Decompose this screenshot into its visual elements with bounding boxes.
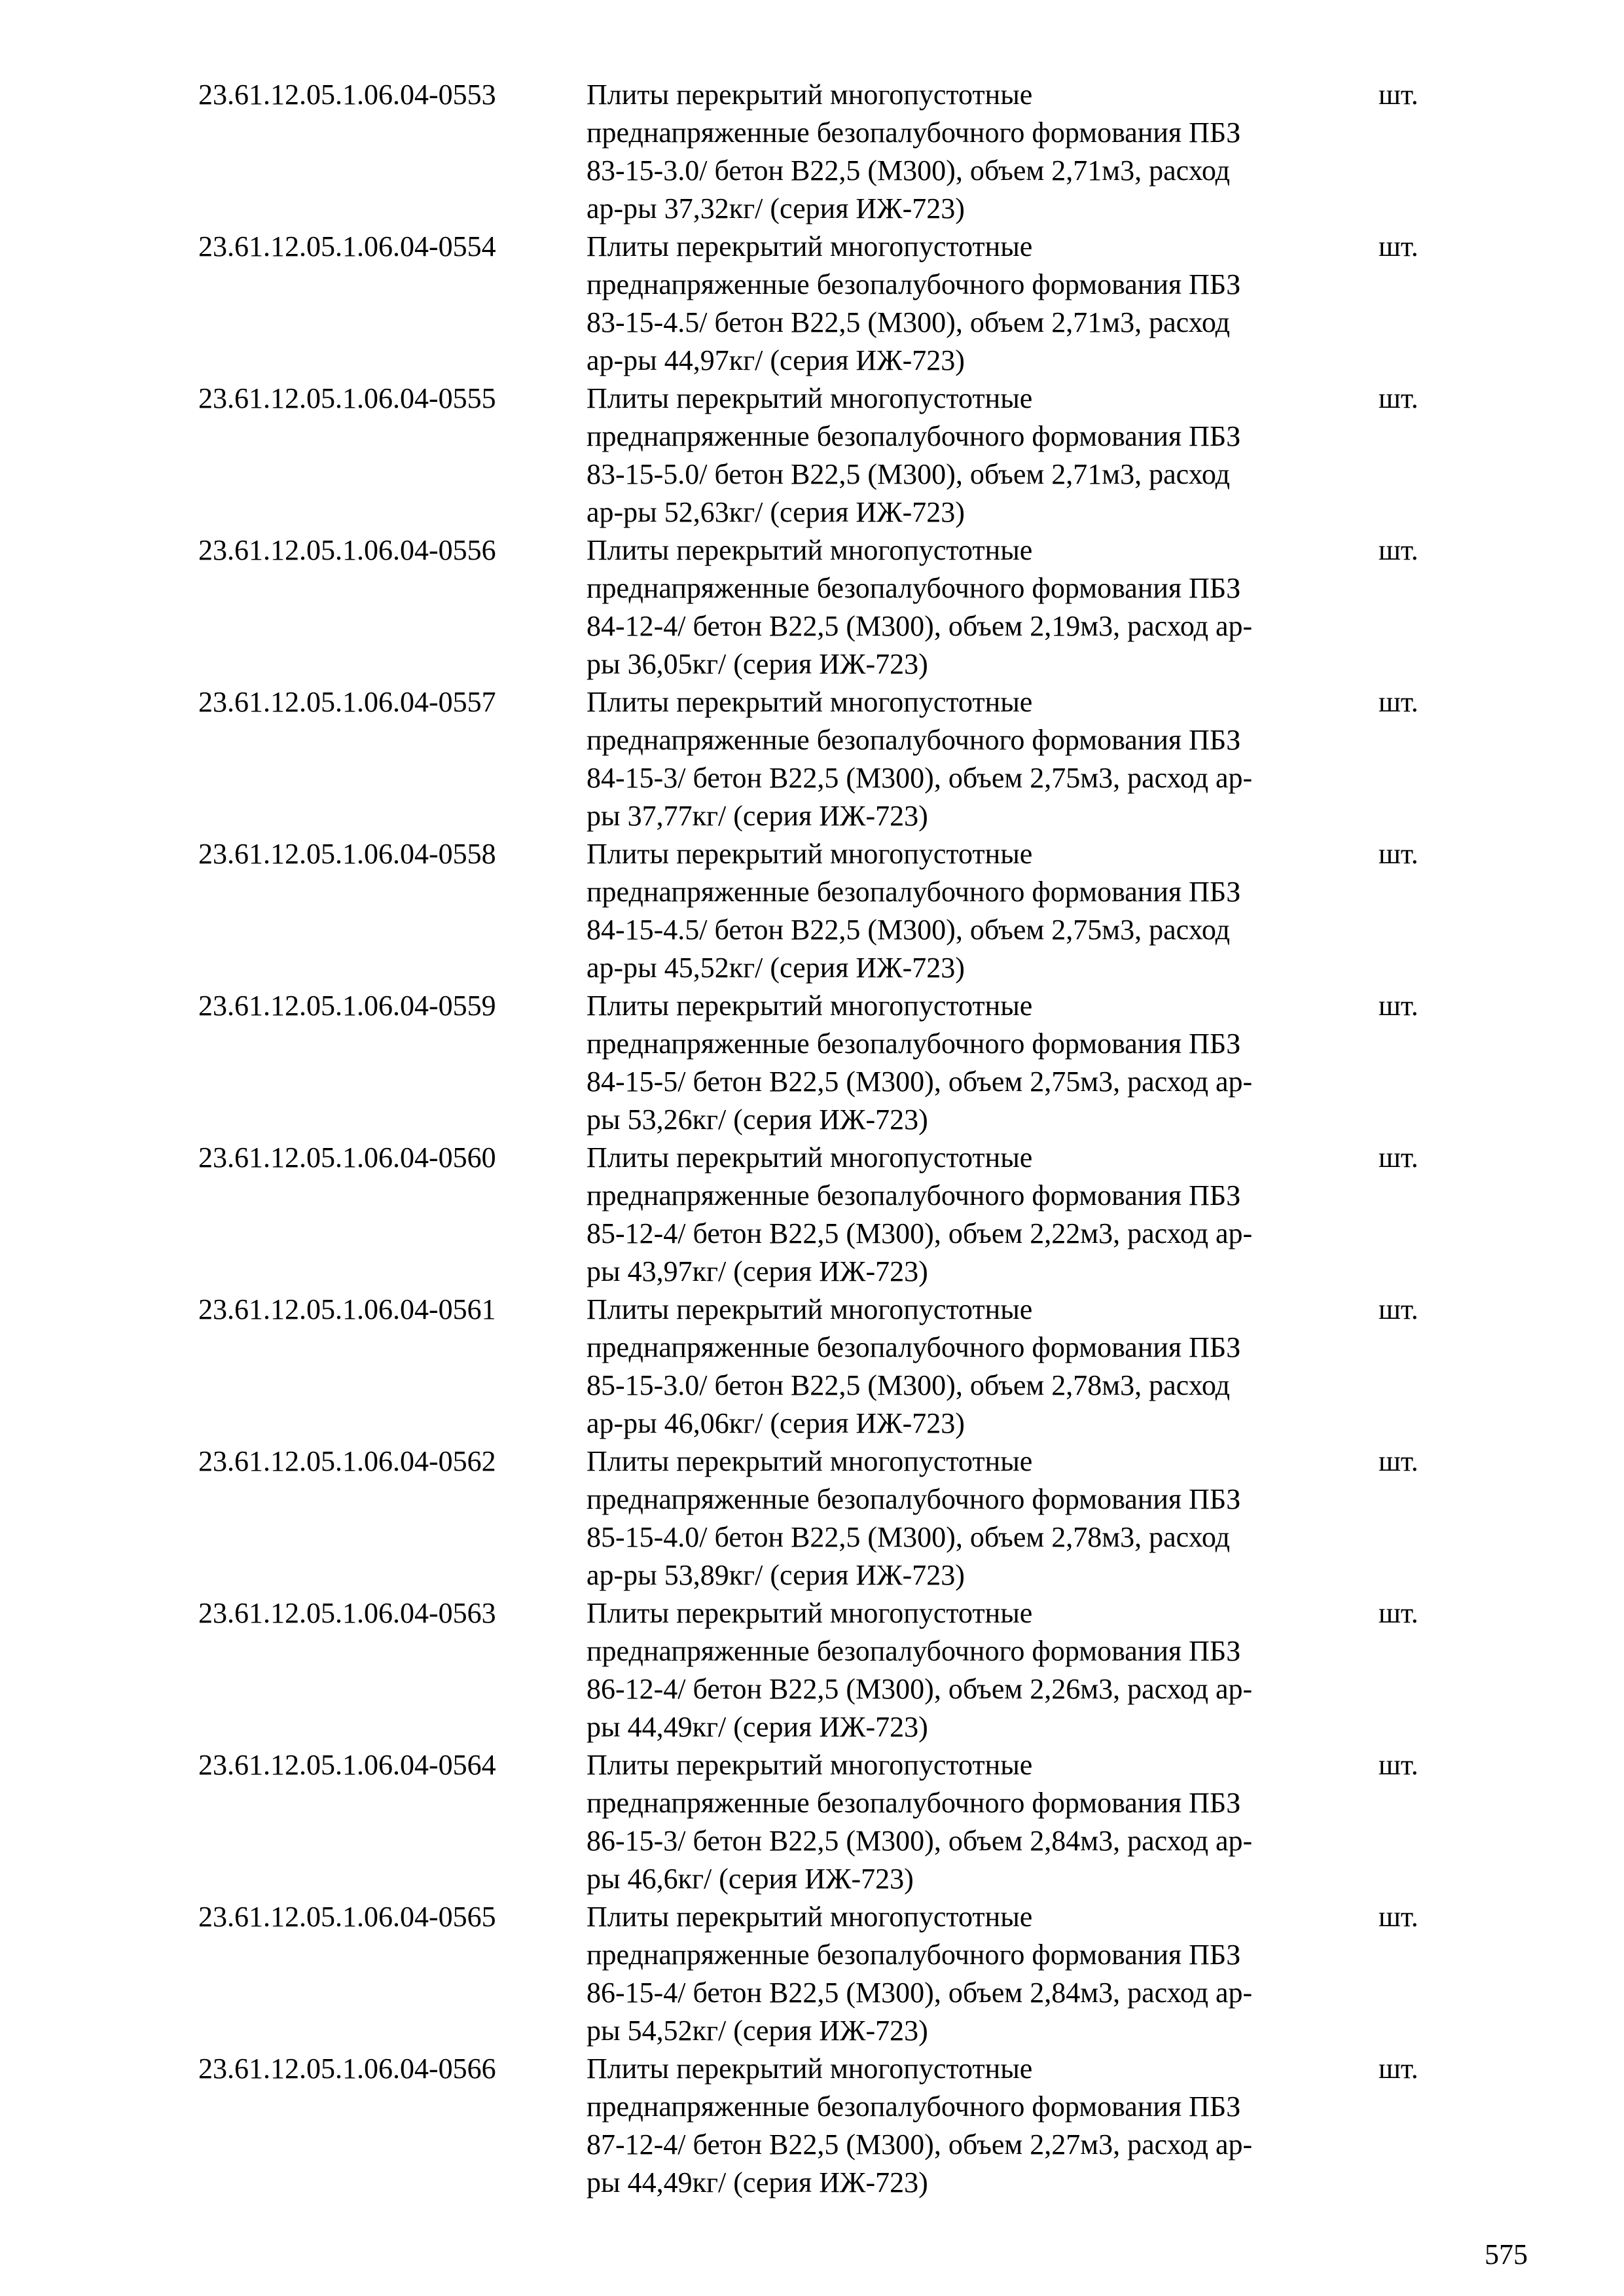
page-number: 575: [1485, 2238, 1528, 2270]
item-description-line: Плиты перекрытий многопустотные: [586, 1141, 1033, 1174]
item-description-line: преднапряженные безопалубочного формования ПБЗ: [586, 420, 1241, 452]
item-unit: шт.: [1379, 1141, 1418, 1174]
item-description-line: 85-15-4.0/ бетон В22,5 (М300), объем 2,78м3, расход: [586, 1521, 1231, 1553]
list-item: [198, 1594, 1442, 1746]
item-unit: шт.: [1379, 534, 1418, 566]
item-unit: шт.: [1379, 230, 1418, 262]
list-item: [198, 2050, 1442, 2202]
item-description: [586, 835, 1372, 987]
item-description-line: преднапряженные безопалубочного формования ПБЗ: [586, 1483, 1241, 1515]
item-description: [586, 2050, 1372, 2202]
item-description-line: 84-15-3/ бетон В22,5 (М300), объем 2,75м3, расход ар-: [586, 762, 1253, 794]
list-item: [198, 228, 1442, 380]
item-code: 23.61.12.05.1.06.04-0564: [198, 1749, 496, 1781]
item-code: 23.61.12.05.1.06.04-0559: [198, 990, 496, 1022]
item-description-line: Плиты перекрытий многопустотные: [586, 382, 1033, 414]
item-description-line: ры 44,49кг/ (серия ИЖ-723): [586, 2166, 928, 2198]
item-unit: шт.: [1379, 1901, 1418, 1933]
item-description-line: ры 36,05кг/ (серия ИЖ-723): [586, 648, 928, 680]
item-code: 23.61.12.05.1.06.04-0556: [198, 534, 496, 566]
item-description-line: 83-15-3.0/ бетон В22,5 (М300), объем 2,71м3, расход: [586, 154, 1231, 187]
item-unit: шт.: [1379, 686, 1418, 718]
item-description: [586, 228, 1372, 380]
item-description-line: Плиты перекрытий многопустотные: [586, 686, 1033, 718]
item-description-line: преднапряженные безопалубочного формования ПБЗ: [586, 876, 1241, 908]
item-unit: шт.: [1379, 382, 1418, 414]
item-description-line: ры 54,52кг/ (серия ИЖ-723): [586, 2015, 928, 2047]
item-description-line: Плиты перекрытий многопустотные: [586, 230, 1033, 262]
item-description-line: 83-15-5.0/ бетон В22,5 (М300), объем 2,71м3, расход: [586, 458, 1231, 490]
list-item: [198, 987, 1442, 1139]
item-description: [586, 683, 1372, 835]
list-item: [198, 76, 1442, 228]
item-description-line: преднапряженные безопалубочного формования ПБЗ: [586, 1939, 1241, 1971]
item-unit: шт.: [1379, 1597, 1418, 1629]
item-description: [586, 1594, 1372, 1746]
list-item: [198, 683, 1442, 835]
item-description-line: преднапряженные безопалубочного формования ПБЗ: [586, 1787, 1241, 1819]
item-description-line: Плиты перекрытий многопустотные: [586, 838, 1033, 870]
item-description-line: преднапряженные безопалубочного формования ПБЗ: [586, 1028, 1241, 1060]
item-description-line: 86-15-4/ бетон В22,5 (М300), объем 2,84м3, расход ар-: [586, 1977, 1253, 2009]
item-description-line: 85-12-4/ бетон В22,5 (М300), объем 2,22м3, расход ар-: [586, 1217, 1253, 1249]
item-code: 23.61.12.05.1.06.04-0565: [198, 1901, 496, 1933]
item-description-line: 84-15-4.5/ бетон В22,5 (М300), объем 2,75м3, расход: [586, 914, 1231, 946]
list-item: [198, 380, 1442, 531]
item-unit: шт.: [1379, 1749, 1418, 1781]
item-unit: шт.: [1379, 990, 1418, 1022]
list-item: [198, 1898, 1442, 2050]
item-unit: шт.: [1379, 838, 1418, 870]
item-description-line: преднапряженные безопалубочного формования ПБЗ: [586, 1635, 1241, 1667]
item-description-line: Плиты перекрытий многопустотные: [586, 1445, 1033, 1477]
item-description-line: Плиты перекрытий многопустотные: [586, 1293, 1033, 1325]
item-description-line: преднапряженные безопалубочного формования ПБЗ: [586, 117, 1241, 149]
item-description-line: ры 43,97кг/ (серия ИЖ-723): [586, 1255, 928, 1287]
item-code: 23.61.12.05.1.06.04-0554: [198, 230, 496, 262]
list-item: [198, 1746, 1442, 1898]
list-item: [198, 1443, 1442, 1594]
item-description-line: ры 37,77кг/ (серия ИЖ-723): [586, 800, 928, 832]
item-description-line: преднапряженные безопалубочного формования ПБЗ: [586, 1179, 1241, 1211]
item-description-line: ры 46,6кг/ (серия ИЖ-723): [586, 1863, 914, 1895]
item-code: 23.61.12.05.1.06.04-0561: [198, 1293, 496, 1325]
item-description-line: Плиты перекрытий многопустотные: [586, 79, 1033, 111]
item-description-line: Плиты перекрытий многопустотные: [586, 534, 1033, 566]
item-code: 23.61.12.05.1.06.04-0566: [198, 2053, 496, 2085]
item-description-line: ар-ры 53,89кг/ (серия ИЖ-723): [586, 1559, 965, 1591]
item-code: 23.61.12.05.1.06.04-0562: [198, 1445, 496, 1477]
item-description-line: Плиты перекрытий многопустотные: [586, 1901, 1033, 1933]
item-code: 23.61.12.05.1.06.04-0560: [198, 1141, 496, 1174]
item-unit: шт.: [1379, 79, 1418, 111]
item-description-line: преднапряженные безопалубочного формования ПБЗ: [586, 2090, 1241, 2123]
item-description-line: 86-12-4/ бетон В22,5 (М300), объем 2,26м3, расход ар-: [586, 1673, 1253, 1705]
list-item: [198, 1139, 1442, 1291]
item-description-line: преднапряженные безопалубочного формования ПБЗ: [586, 724, 1241, 756]
list-item: [198, 835, 1442, 987]
item-description-line: ар-ры 45,52кг/ (серия ИЖ-723): [586, 952, 965, 984]
item-description: [586, 531, 1372, 683]
item-description-line: Плиты перекрытий многопустотные: [586, 1597, 1033, 1629]
item-description-line: ар-ры 52,63кг/ (серия ИЖ-723): [586, 496, 965, 528]
item-code: 23.61.12.05.1.06.04-0557: [198, 686, 496, 718]
item-description: [586, 380, 1372, 531]
item-description-line: преднапряженные безопалубочного формования ПБЗ: [586, 268, 1241, 300]
item-description-line: 84-15-5/ бетон В22,5 (М300), объем 2,75м3, расход ар-: [586, 1066, 1253, 1098]
item-unit: шт.: [1379, 1293, 1418, 1325]
item-code: 23.61.12.05.1.06.04-0555: [198, 382, 496, 414]
item-description: [586, 76, 1372, 228]
item-description-line: 83-15-4.5/ бетон В22,5 (М300), объем 2,71м3, расход: [586, 306, 1231, 338]
item-description-line: 87-12-4/ бетон В22,5 (М300), объем 2,27м3, расход ар-: [586, 2128, 1253, 2161]
item-description-line: ар-ры 44,97кг/ (серия ИЖ-723): [586, 344, 965, 376]
item-description: [586, 1291, 1372, 1443]
item-description-line: Плиты перекрытий многопустотные: [586, 2053, 1033, 2085]
item-description: [586, 1746, 1372, 1898]
price-item-list: [198, 76, 1442, 2202]
item-description-line: преднапряженные безопалубочного формования ПБЗ: [586, 1331, 1241, 1363]
item-description-line: ры 44,49кг/ (серия ИЖ-723): [586, 1711, 928, 1743]
item-description-line: 84-12-4/ бетон В22,5 (М300), объем 2,19м3, расход ар-: [586, 610, 1253, 642]
item-description-line: Плиты перекрытий многопустотные: [586, 1749, 1033, 1781]
item-description-line: ар-ры 46,06кг/ (серия ИЖ-723): [586, 1407, 965, 1439]
item-description-line: Плиты перекрытий многопустотные: [586, 990, 1033, 1022]
item-code: 23.61.12.05.1.06.04-0558: [198, 838, 496, 870]
item-description: [586, 1443, 1372, 1594]
item-description: [586, 1898, 1372, 2050]
item-description-line: ры 53,26кг/ (серия ИЖ-723): [586, 1103, 928, 1136]
item-description-line: 86-15-3/ бетон В22,5 (М300), объем 2,84м3, расход ар-: [586, 1825, 1253, 1857]
item-description-line: ар-ры 37,32кг/ (серия ИЖ-723): [586, 192, 965, 224]
item-description-line: 85-15-3.0/ бетон В22,5 (М300), объем 2,78м3, расход: [586, 1369, 1231, 1401]
item-code: 23.61.12.05.1.06.04-0553: [198, 79, 496, 111]
item-code: 23.61.12.05.1.06.04-0563: [198, 1597, 496, 1629]
list-item: [198, 531, 1442, 683]
item-description: [586, 1139, 1372, 1291]
item-unit: шт.: [1379, 1445, 1418, 1477]
item-description-line: преднапряженные безопалубочного формования ПБЗ: [586, 572, 1241, 604]
item-unit: шт.: [1379, 2053, 1418, 2085]
item-description: [586, 987, 1372, 1139]
list-item: [198, 1291, 1442, 1443]
